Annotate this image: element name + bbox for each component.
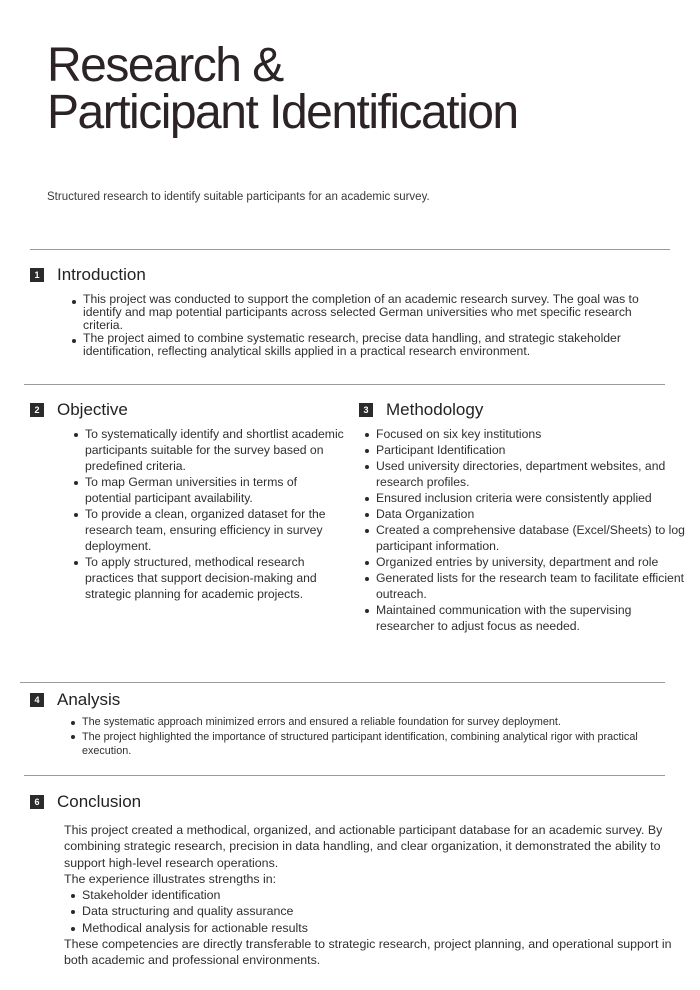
divider-4 — [24, 775, 665, 776]
objective-list — [74, 426, 344, 602]
divider-2 — [24, 384, 665, 385]
list-item: Stakeholder identification — [71, 887, 676, 903]
strengths-list — [71, 887, 676, 936]
list-item: Data structuring and quality assurance — [71, 903, 676, 919]
list-item: Maintained communication with the supervising researcher to adjust focus as needed. — [365, 602, 691, 634]
section-number-badge: 4 — [30, 693, 44, 707]
list-item: To systematically identify and shortlist academic participants suitable for the survey based on predefined criteria. — [74, 426, 344, 474]
page-title — [47, 39, 518, 139]
list-item: Generated lists for the research team to facilitate efficient outreach. — [365, 570, 691, 602]
section-title: Introduction — [57, 265, 146, 284]
list-item: Data Organization — [365, 506, 691, 522]
section-number-badge: 1 — [30, 268, 44, 282]
methodology-heading — [359, 400, 483, 420]
section-number-badge: 6 — [30, 795, 44, 809]
list-item: Methodical analysis for actionable results — [71, 920, 676, 936]
conclusion-paragraph: The experience illustrates strengths in: — [64, 871, 277, 886]
introduction-list — [72, 293, 652, 358]
list-item: Ensured inclusion criteria were consistently applied — [365, 490, 691, 506]
objective-heading — [30, 400, 128, 420]
methodology-list — [365, 426, 691, 634]
conclusion-paragraph: These competencies are directly transferable to strategic research, project planning, and operational support in both academic and professional environments. — [64, 937, 672, 968]
list-item: Created a comprehensive database (Excel/Sheets) to log participant information. — [365, 522, 691, 554]
conclusion-heading — [30, 792, 141, 812]
list-item: To provide a clean, organized dataset for the research team, ensuring efficiency in survey deployment. — [74, 506, 344, 554]
introduction-heading — [30, 265, 146, 285]
list-item: This project was conducted to support the completion of an academic research survey. The goal was to identify and map potential participants across selected German universities who met specific research criteria. — [72, 293, 652, 332]
section-title: Conclusion — [57, 792, 142, 811]
list-item: Participant Identification — [365, 442, 691, 458]
list-item: To map German universities in terms of potential participant availability. — [74, 474, 344, 506]
section-title: Methodology — [386, 400, 484, 419]
section-number-badge: 2 — [30, 403, 44, 417]
conclusion-paragraph: This project created a methodical, organized, and actionable participant database for an academic survey. By combining strategic research, precision in data handling, and clear organization, it demonstrated the ability to support high-level research operations. — [64, 823, 663, 870]
page-title-line-1: Research & — [47, 39, 283, 92]
analysis-list — [71, 715, 661, 759]
list-item: Used university directories, department websites, and research profiles. — [365, 458, 691, 490]
page-title-line-2: Participant Identification — [47, 86, 518, 139]
list-item: The project highlighted the importance of structured participant identification, combining analytical rigor with practical execution. — [71, 730, 661, 759]
section-title: Analysis — [57, 690, 121, 709]
list-item: Organized entries by university, department and role — [365, 554, 691, 570]
list-item: The project aimed to combine systematic research, precise data handling, and strategic stakeholder identification, reflecting analytical skills applied in a practical research environment. — [72, 332, 652, 358]
list-item: To apply structured, methodical research practices that support decision-making and strategic planning for academic projects. — [74, 554, 344, 602]
list-item: The systematic approach minimized errors and ensured a reliable foundation for survey deployment. — [71, 715, 661, 730]
list-item: Focused on six key institutions — [365, 426, 691, 442]
divider-3 — [20, 682, 665, 683]
divider-1 — [30, 249, 670, 250]
page-subtitle: Structured research to identify suitable participants for an academic survey. — [47, 191, 430, 203]
section-number-badge: 3 — [359, 403, 373, 417]
conclusion-body — [64, 822, 676, 969]
analysis-heading — [30, 690, 120, 710]
section-title: Objective — [57, 400, 128, 419]
